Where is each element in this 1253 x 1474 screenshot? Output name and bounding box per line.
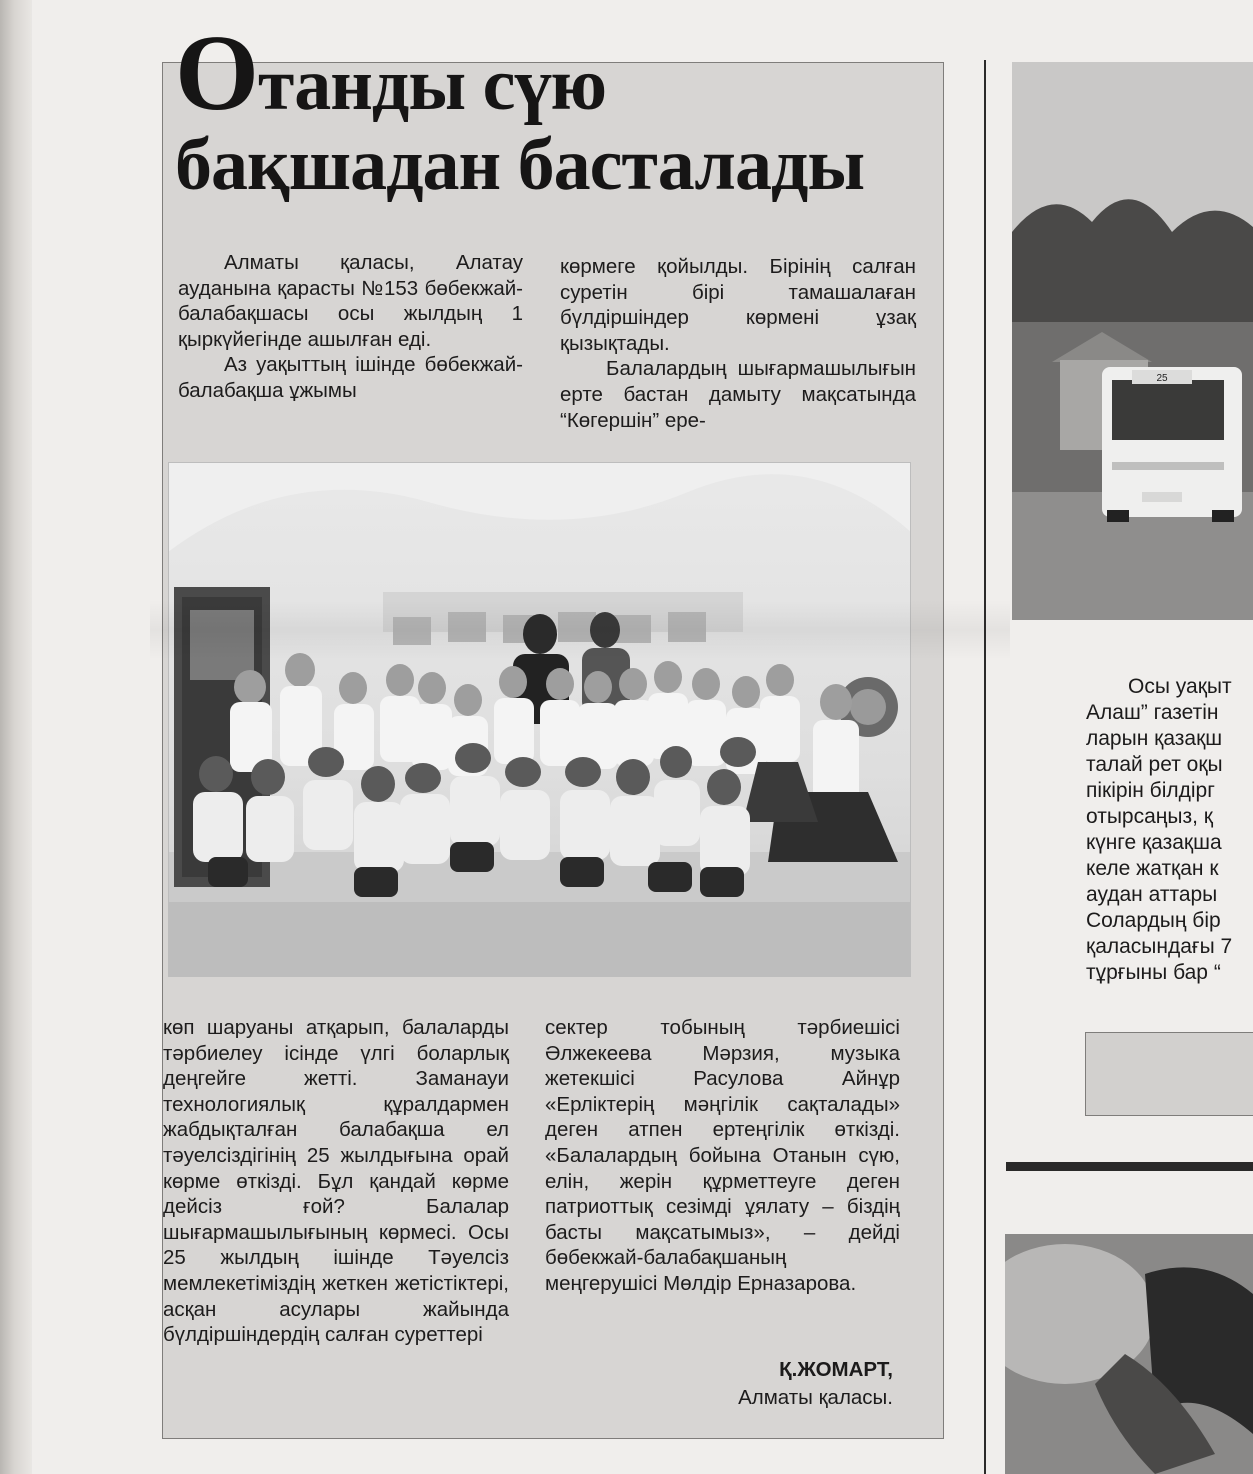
right-article-text (1086, 674, 1253, 986)
author-name: Қ.ЖОМАРТ, (779, 1358, 893, 1381)
group-photo (168, 462, 911, 977)
text-line: Осы уақыт (1128, 675, 1232, 698)
text-line: отырсаңыз, қ (1086, 805, 1213, 828)
paragraph: Алматы қаласы, Алатау ауданына қарасты №153 бөбекжай-балабақшасы осы жылдың 1 қыркүйегінде ашылған еді. (178, 251, 523, 351)
paragraph: Аз уақыттың ішінде бөбекжай-балабақша ұжымы (178, 353, 523, 402)
paper-edge (0, 0, 32, 1474)
text-line: Алаш” газетін (1086, 701, 1219, 724)
text-line: Солардың бір (1086, 909, 1221, 932)
text-line: күнге қазақша (1086, 831, 1222, 854)
text-line: тұрғыны бар “ (1086, 961, 1221, 984)
headline-dropcap: О (175, 14, 259, 133)
author-city: Алматы қаласы. (738, 1386, 893, 1409)
headline-line2: бақшадан басталады (175, 124, 865, 206)
text-line: пікірін білдірг (1086, 779, 1215, 802)
text-line: қаласындағы 7 (1086, 935, 1233, 958)
bottom-photo-image (1005, 1234, 1253, 1474)
text-line: келе жатқан к (1086, 857, 1219, 880)
paragraph: сектер тобының тәрбиешісі Әлжекеева Мәрзия, музыка жетекшісі Расулова Айнұр «Ерліктерің мәңгілік сақталады» деген атпен ертеңгілік өткізді. «Балалардың бойына Отанын сүю, елін, жерін құрметтеуге деген патриоттық сезімді ұялату – біздің басты мақсатымыз», – дейді бөбекжай-балабақшаның меңгерушісі Мөлдір Ерназарова. (545, 1016, 900, 1295)
text-line: талай рет оқы (1086, 753, 1223, 776)
paragraph: көп шаруаны атқарып, балаларды тәрбиелеу ісінде үлгі боларлық деңгейге жетті. Заманауи технологиялық құралдармен жабдықталған балабақша ел тәуелсіздігінің 25 жылдығына орай көрме өткізді. Бұл қандай көрме дейсіз ғой? Балалар шығармашылығының көрмесі. Осы 25 жылдың ішінде Тәуелсіз мемлекетіміздің жеткен жетістіктері, асқан асулары жайында бүлдіршіндердің салған суреттері (163, 1016, 509, 1347)
paragraph: Балалардың шығармашылығын ерте бастан дамыту мақсатында “Көгершін” ере- (560, 357, 916, 432)
text-line: ларын қазақш (1086, 727, 1223, 750)
article-column-1 (178, 250, 523, 404)
article-column-4 (545, 1015, 900, 1297)
headline-line1: танды сүю (258, 44, 607, 126)
group-photo-image (168, 462, 911, 977)
bus-route-number: 25 (1156, 373, 1168, 384)
text-line: аудан аттары (1086, 883, 1218, 906)
section-rule (1006, 1162, 1253, 1171)
bus-photo-image (1012, 62, 1253, 620)
article-column-2 (560, 254, 916, 433)
byline (620, 1356, 893, 1412)
paragraph: көрмеге қойылды. Бірінің салған суретін бірі тамашалаған бүлдіршіндер көрмені ұзақ қызықтады. (560, 255, 916, 355)
bus-photo (1012, 62, 1253, 620)
column-divider (984, 60, 986, 1474)
article-column-3 (163, 1015, 509, 1348)
headline (175, 14, 955, 206)
bottom-photo (1005, 1234, 1253, 1474)
right-grey-box (1085, 1032, 1253, 1116)
